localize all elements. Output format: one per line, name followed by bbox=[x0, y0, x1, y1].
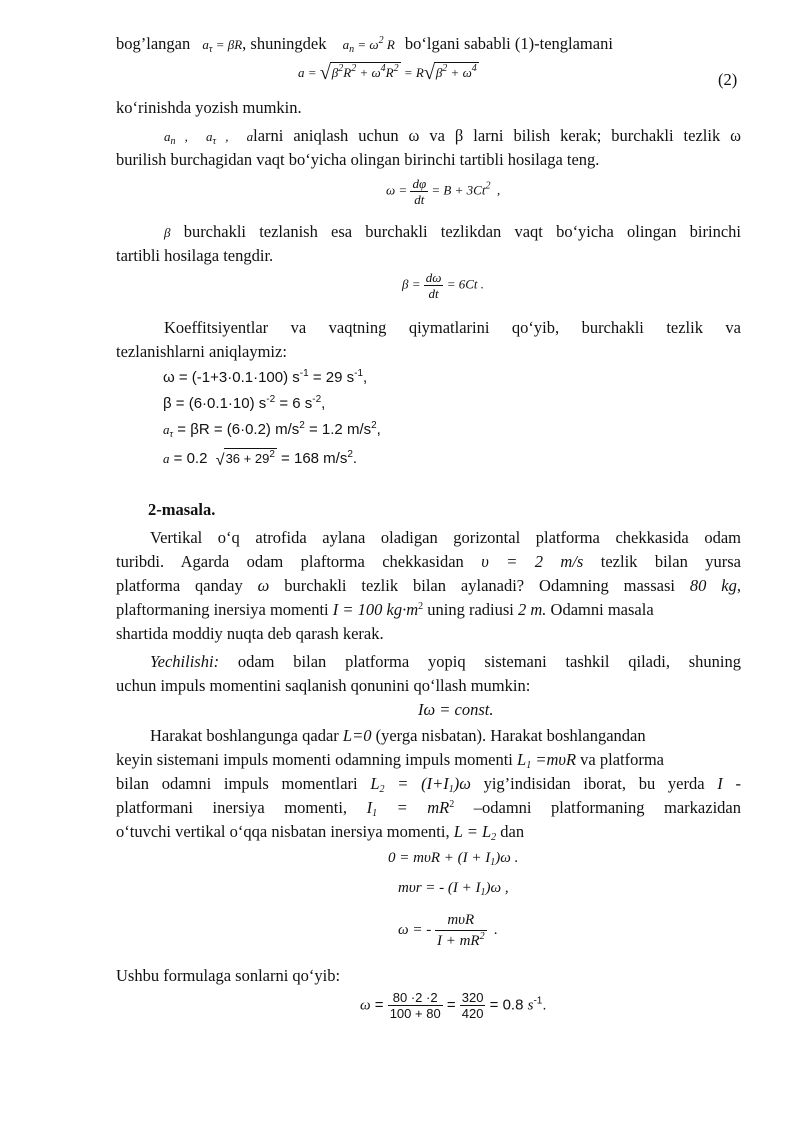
paragraph-line: keyin sistemani impuls momenti odamning impuls momenti $L_1 =m\upsilon R$ va platforma bbox=[116, 750, 665, 771]
paragraph-line: bilan odamni impuls momentlari $L_2 = (I+I_1)\omega$ yig’indisidan iborat, bu yerda I - bbox=[116, 774, 741, 795]
equation-conservation: $0 = m\upsilon R + (I + I_1)\omega$ . bbox=[388, 850, 519, 868]
calc-a-tau: $a_\tau = \beta R = (6\cdot 0.2) m/s^2 = 1.2$ $m/s^2$, bbox=[163, 420, 381, 440]
formula-a-tau: $a_\tau = \beta R$ bbox=[202, 37, 243, 55]
paragraph-line: shartida moddiy nuqta deb qarash kerak. bbox=[116, 624, 384, 643]
equation-omega: ω = $\frac{d\varphi}{dt}$ = $B + 3Ct^2$ , bbox=[386, 176, 501, 207]
paragraph-line: Yechilishi: odam bilan platforma yopiq sistemani tashkil qiladi, shuning bbox=[150, 652, 741, 671]
paragraph-line: burilish burchagidan vaqt bo‘yicha olingan birinchi tartibli hosilaga teng. bbox=[116, 150, 600, 169]
equation-conservation-2: mυr = - $(I + I_1)\omega$ , bbox=[398, 880, 509, 898]
paragraph-line: Harakat boshlangunga qadar L=0 (yerga nisbatan). Harakat boshlangandan bbox=[150, 726, 646, 745]
paragraph-line: plaftormaning inersiya momenti I = 100 $kg\cdot m^2$ uning radiusi 2 m. Odamni masala bbox=[116, 600, 654, 619]
paragraph-line: Ushbu formulaga sonlarni qo‘yib: bbox=[116, 966, 341, 985]
paragraph-line: ko‘rinishda yozish mumkin. bbox=[116, 98, 302, 117]
paragraph-line: turibdi. Agarda odam plaftorma chekkasidan υ = 2 m/s tezlik bilan yursa bbox=[116, 552, 741, 571]
conservation-law: Iω = const. bbox=[418, 700, 494, 719]
formula-a-n: $a_n = \omega^2$ R bbox=[342, 35, 395, 55]
paragraph-line: platforma qanday ω burchakli tezlik bilan aylanadi? Odamning massasi 80 kg, bbox=[116, 576, 741, 595]
equation-result: ω = - $\frac{\text{mυR}}{I + mR^2}$ . bbox=[398, 912, 498, 949]
paragraph-line: bog’langan $a_\tau = \beta R$, shuningdek $a_n = \omega^2$ R bo‘lgani sababli (1)-tenglamani bbox=[116, 34, 613, 55]
paragraph-line: Vertikal o‘q atrofida aylana oladigan gorizontal platforma chekkasida odam bbox=[150, 528, 741, 547]
equation-numeric: ω = $\frac{80 \cdot 2 \cdot 2}{100 + 80}$ = $\frac{320}{420}$ = 0.8 $s^{-1}$. bbox=[360, 990, 547, 1021]
paragraph-line: o‘tuvchi vertikal o‘qqa nisbatan inersiya momenti, $L = L_2$ dan bbox=[116, 822, 525, 843]
paragraph-line: Koeffitsiyentlar va vaqtning qiymatlarini qo‘yib, burchakli tezlik va bbox=[164, 318, 741, 337]
paragraph-line: β burchakli tezlanish esa burchakli tezlikdan vaqt bo‘yicha olingan birinchi bbox=[164, 222, 741, 241]
calc-omega: ω = (-1+3·0.1·100) $s^{-1} = 29$ $s^{-1}$, bbox=[163, 368, 368, 386]
problem-title: 2-masala. bbox=[148, 500, 216, 519]
paragraph-line: tezlanishlarni aniqlaymiz: bbox=[116, 342, 287, 361]
equation-2: $a = √\beta^2R^2 + \omega^4R^2 = R√\beta^2 + \omega^4$ bbox=[298, 62, 477, 84]
equation-beta: β = $\frac{d\omega}{dt}$ = 6Ct . bbox=[402, 270, 484, 301]
paragraph-line: $a_n$ , $a_\tau$ , alarni aniqlash uchun ω va β larni bilish kerak; burchakli tezlik ω bbox=[164, 126, 742, 147]
paragraph-line: tartibli hosilaga tengdir. bbox=[116, 246, 274, 265]
calc-beta: β = (6·0.1·10) $s^{-2} = 6$ $s^{-2}$, bbox=[163, 394, 326, 412]
paragraph-line: uchun impuls momentini saqlanish qonunini qo‘llash mumkin: bbox=[116, 676, 531, 695]
calc-a: a = 0.2 $√36 + 29^2 = 168$ $m/s^2$. bbox=[163, 449, 358, 469]
paragraph-line: platformani inersiya momenti, $I_1 = mR^2$ –odamni platformaning markazidan bbox=[116, 798, 741, 819]
equation-number: (2) bbox=[718, 70, 738, 89]
